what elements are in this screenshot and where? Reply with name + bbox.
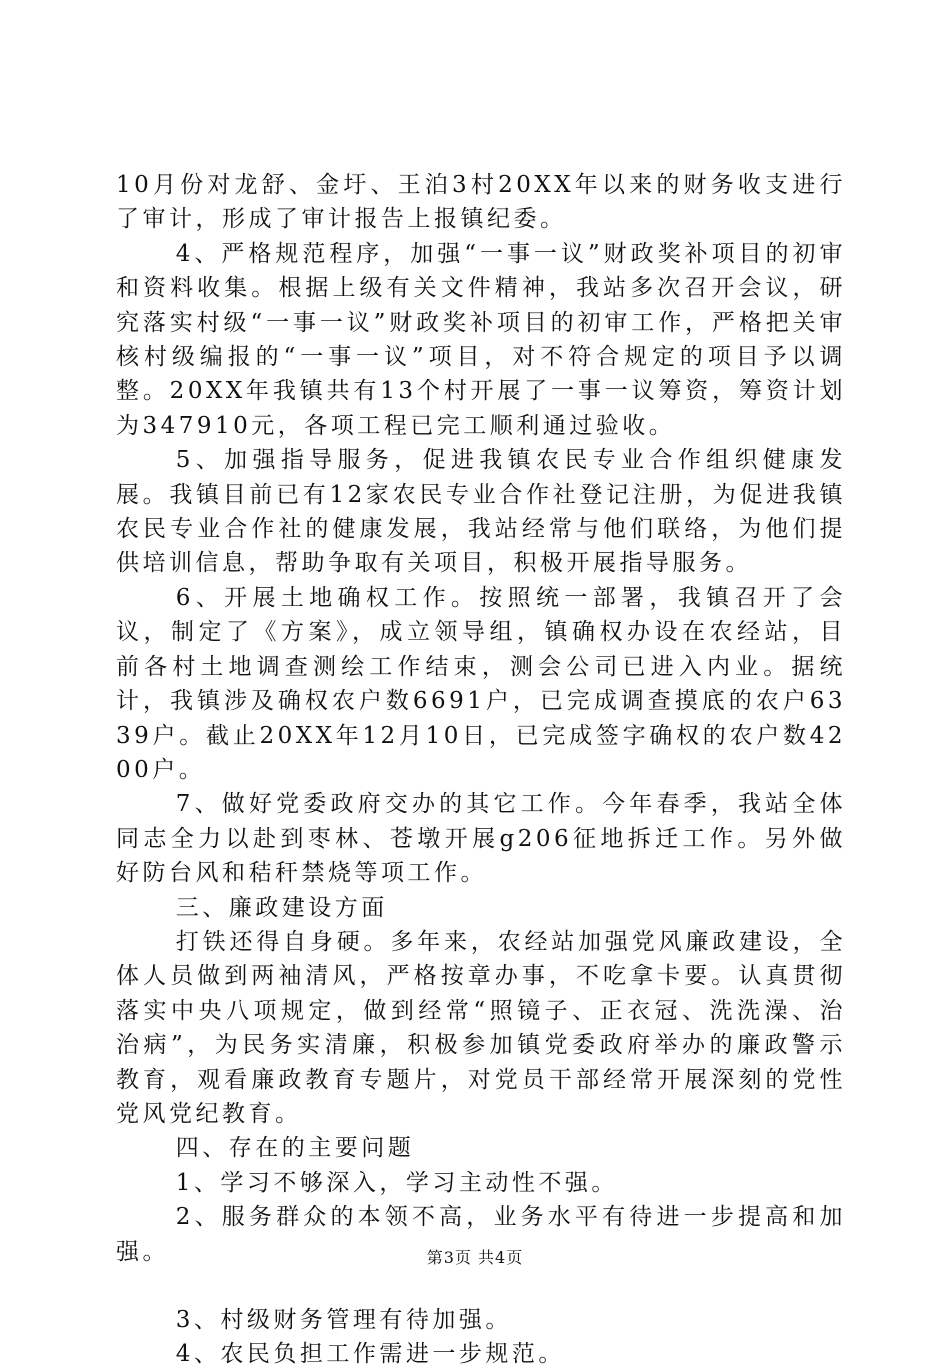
paragraph-audit-report: 10月份对龙舒、金圩、王泊3村20XX年以来的财务收支进行了审计，形成了审计报告上报镇纪委。: [116, 172, 846, 233]
section-heading-problems: 四、存在的主要问题: [175, 1135, 415, 1162]
problem-item-1: 1、学习不够深入，学习主动性不强。: [175, 1169, 618, 1196]
problem-item-4: 4、农民负担工作需进一步规范。: [175, 1341, 565, 1368]
paragraph-item-5: 5、加强指导服务，促进我镇农民专业合作组织健康发展。我镇目前已有12家农民专业合作社登记注册，为促进我镇农民专业合作社的健康发展，我站经常与他们联络，为他们提供培训信息，帮助争取有关项目，积极开展指导服务。: [116, 447, 846, 577]
paragraph-integrity: 打铁还得自身硬。多年来，农经站加强党风廉政建设，全体人员做到两袖清风，严格按章办事，不吃拿卡要。认真贯彻落实中央八项规定，做到经常“照镜子、正衣冠、洗洗澡、治治病”，为民务实清廉，积极参加镇党委政府举办的廉政警示教育，观看廉政教育专题片，对党员干部经常开展深刻的党性党风党纪教育。: [116, 928, 846, 1127]
paragraph-item-6: 6、开展土地确权工作。按照统一部署，我镇召开了会议，制定了《方案》，成立领导组，镇确权办设在农经站，目前各村土地调查测绘工作结束，测会公司已进入内业。据统计，我镇涉及确权农户数6691户，已完成调查摸底的农户6339户。截止20XX年12月10日，已完成签字确权的农户数4200户。: [116, 584, 846, 783]
blank-line: [116, 1269, 846, 1303]
document-body: [116, 168, 846, 1372]
problem-item-2: 2、服务群众的本领不高，业务水平有待进一步提高和加强。: [116, 1204, 846, 1265]
problem-item-3: 3、村级财务管理有待加强。: [175, 1307, 512, 1333]
paragraph-item-7: 7、做好党委政府交办的其它工作。今年春季，我站全体同志全力以赴到枣林、苍墩开展g206征地拆迁工作。另外做好防台风和秸秆禁烧等项工作。: [116, 791, 846, 887]
page-footer: 第3页 共4页: [426, 1248, 524, 1267]
section-heading-integrity: 三、廉政建设方面: [175, 894, 388, 921]
paragraph-item-4: 4、严格规范程序，加强“一事一议”财政奖补项目的初审和资料收集。根据上级有关文件精神，我站多次召开会议，研究落实村级“一事一议”财政奖补项目的初审工作，严格把关审核村级编报的“一事一议”项目，对不符合规定的项目予以调整。20XX年我镇共有13个村开展了一事一议筹资，筹资计划为347910元，各项工程已完工顺利通过验收。: [116, 240, 846, 439]
